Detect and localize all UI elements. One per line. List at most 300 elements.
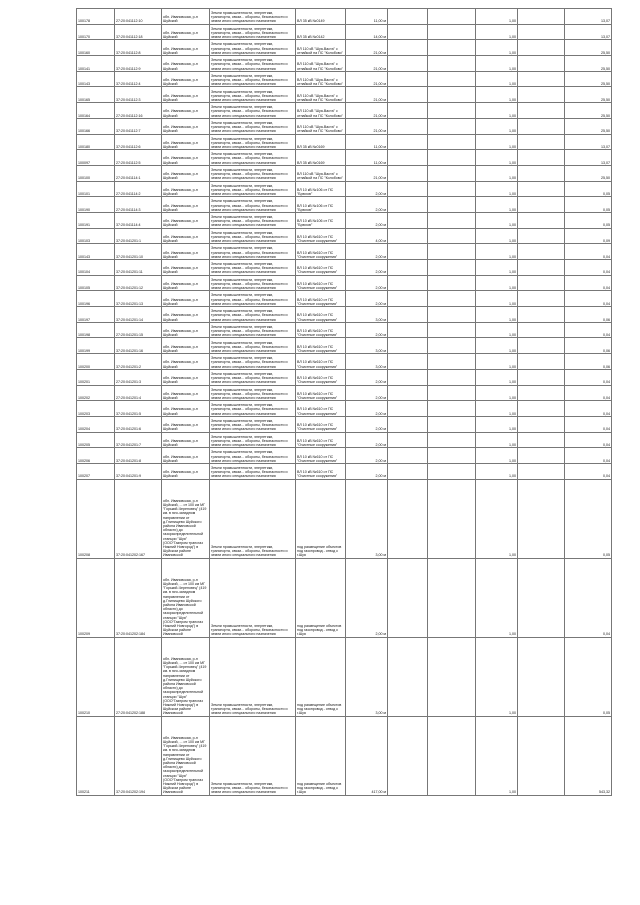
table-row (77, 463, 612, 479)
cadastral-number-cell: 37:20:041201:7 (115, 432, 162, 448)
land-category-cell: Земли промышленности, энергетики, транспорта, связи... обороны, безопасности и земли иного специального назначения (210, 385, 296, 401)
empty-cell (428, 416, 476, 432)
amount-cell: 25,50 (565, 40, 612, 56)
area-cell: 2,00 м (346, 212, 388, 228)
table-row (77, 118, 612, 134)
table-row (77, 275, 612, 291)
empty-cell (428, 369, 476, 385)
amount-cell: 0,09 (565, 228, 612, 244)
land-category-cell: Земли промышленности, энергетики, транспорта, связи... обороны, безопасности и земли иного специального назначения (210, 479, 296, 558)
coefficient-cell: 1,00 (476, 197, 518, 213)
empty-cell (428, 307, 476, 323)
address-cell: обл. Ивановская, р-н Шуйский (162, 103, 210, 119)
empty-cell (518, 150, 565, 166)
permitted-use-cell: ВЛ 110 кВ "Шуя-Васта" с отпайкой на ПС "Колобово" (296, 87, 346, 103)
permitted-use-cell: ВЛ 10 кВ №106 от ПС "Брюхов" (296, 197, 346, 213)
row-id-cell: 100198 (77, 322, 115, 338)
table-row (77, 637, 612, 716)
permitted-use-cell: под размещение объектов под газопровод - отвод к г.Шуя (296, 558, 346, 637)
coefficient-cell: 1,00 (476, 24, 518, 40)
cadastral-number-cell: 37:20:041112:3 (115, 87, 162, 103)
land-category-cell: Земли промышленности, энергетики, транспорта, связи... обороны, безопасности и земли иного специального назначения (210, 322, 296, 338)
area-cell: 2,00 м (346, 448, 388, 464)
cadastral-number-cell: 27:20:041201:15 (115, 322, 162, 338)
land-category-cell: Земли промышленности, энергетики, транспорта, связи... обороны, безопасности и земли иного специального назначения (210, 56, 296, 72)
empty-cell (518, 118, 565, 134)
land-category-cell: Земли промышленности, энергетики, транспорта, связи... обороны, безопасности и земли иного специального назначения (210, 150, 296, 166)
empty-cell (428, 87, 476, 103)
row-id-cell: 100206 (77, 448, 115, 464)
coefficient-cell: 1,00 (476, 369, 518, 385)
cadastral-number-cell: 27:20:041114:3 (115, 197, 162, 213)
empty-cell (388, 134, 428, 150)
land-category-cell: Земли промышленности, энергетики, транспорта, связи... обороны, безопасности и земли иного специального назначения (210, 165, 296, 181)
empty-cell (518, 463, 565, 479)
table-row (77, 369, 612, 385)
empty-cell (428, 40, 476, 56)
coefficient-cell: 1,00 (476, 56, 518, 72)
empty-cell (388, 87, 428, 103)
coefficient-cell: 1,00 (476, 244, 518, 260)
amount-cell: 0,05 (565, 479, 612, 558)
empty-cell (518, 385, 565, 401)
address-cell: обл. Ивановская, р-н Шуйский (162, 228, 210, 244)
row-id-cell: 100191 (77, 212, 115, 228)
row-id-cell: 100205 (77, 432, 115, 448)
address-cell: обл. Ивановская, р-н Шуйский (162, 40, 210, 56)
coefficient-cell: 1,00 (476, 9, 518, 25)
amount-cell: 0,06 (565, 307, 612, 323)
address-cell: обл. Ивановская, р-н Шуйский (162, 150, 210, 166)
empty-cell (388, 103, 428, 119)
empty-cell (428, 181, 476, 197)
area-cell: 21,00 м (346, 40, 388, 56)
cadastral-number-cell: 27:20:041201:3 (115, 369, 162, 385)
coefficient-cell: 1,00 (476, 87, 518, 103)
empty-cell (428, 637, 476, 716)
area-cell: 2,00 м (346, 558, 388, 637)
empty-cell (518, 401, 565, 417)
permitted-use-cell: ВЛ 110 кВ "Шуя-Васта" с отпайкой на ПС "Колобово" (296, 165, 346, 181)
coefficient-cell: 1,00 (476, 212, 518, 228)
cadastral-number-cell: 27:20:041112:16 (115, 103, 162, 119)
area-cell: 2,00 м (346, 463, 388, 479)
address-cell: обл. Ивановская, р-н Шуйский (162, 385, 210, 401)
row-id-cell: 100211 (77, 716, 115, 795)
coefficient-cell: 1,00 (476, 71, 518, 87)
empty-cell (388, 291, 428, 307)
amount-cell: 0,05 (565, 212, 612, 228)
amount-cell: 0,04 (565, 416, 612, 432)
table-row (77, 9, 612, 25)
land-category-cell: Земли промышленности, энергетики, транспорта, связи... обороны, безопасности и земли иного специального назначения (210, 197, 296, 213)
coefficient-cell: 1,00 (476, 354, 518, 370)
table-row (77, 212, 612, 228)
empty-cell (518, 24, 565, 40)
land-category-cell: Земли промышленности, энергетики, транспорта, связи... обороны, безопасности и земли иного специального назначения (210, 9, 296, 25)
empty-cell (388, 118, 428, 134)
land-category-cell: Земли промышленности, энергетики, транспорта, связи... обороны, безопасности и земли иного специального назначения (210, 432, 296, 448)
coefficient-cell: 1,00 (476, 181, 518, 197)
empty-cell (388, 479, 428, 558)
amount-cell: 0,04 (565, 448, 612, 464)
amount-cell: 543,32 (565, 716, 612, 795)
table-row (77, 165, 612, 181)
permitted-use-cell: под размещение объектов под газопровод - отвод к г.Шуя (296, 716, 346, 795)
amount-cell: 13,07 (565, 9, 612, 25)
empty-cell (518, 56, 565, 72)
address-cell: обл. Ивановская, р-н Шуйский (162, 212, 210, 228)
area-cell: 3,00 м (346, 307, 388, 323)
address-cell: обл. Ивановская, р-н Шуйский (162, 118, 210, 134)
row-id-cell: 100207 (77, 463, 115, 479)
table-row (77, 291, 612, 307)
empty-cell (518, 71, 565, 87)
area-cell: 21,00 м (346, 118, 388, 134)
amount-cell: 0,04 (565, 291, 612, 307)
address-cell: обл. Ивановская, р-н Шуйский (162, 275, 210, 291)
coefficient-cell: 1,00 (476, 385, 518, 401)
table-row (77, 56, 612, 72)
cadastral-number-cell: 37:20:041201:5 (115, 401, 162, 417)
coefficient-cell: 1,00 (476, 558, 518, 637)
area-cell: 2,00 м (346, 181, 388, 197)
empty-cell (428, 71, 476, 87)
address-cell: обл. Ивановская, р-н Шуйский (162, 244, 210, 260)
permitted-use-cell: ВЛ 10 кВ №610 от ПС "Очистные сооружения" (296, 369, 346, 385)
empty-cell (518, 416, 565, 432)
empty-cell (428, 463, 476, 479)
permitted-use-cell: под размещение объектов под газопровод - отвод к г.Шуя (296, 637, 346, 716)
row-id-cell: 100178 (77, 9, 115, 25)
table-row (77, 40, 612, 56)
coefficient-cell: 1,00 (476, 338, 518, 354)
coefficient-cell: 1,00 (476, 716, 518, 795)
empty-cell (518, 87, 565, 103)
empty-cell (388, 448, 428, 464)
empty-cell (518, 307, 565, 323)
empty-cell (428, 385, 476, 401)
empty-cell (428, 24, 476, 40)
empty-cell (428, 244, 476, 260)
amount-cell: 13,07 (565, 150, 612, 166)
row-id-cell: 100190 (77, 197, 115, 213)
land-category-cell: Земли промышленности, энергетики, транспорта, связи... обороны, безопасности и земли иного специального назначения (210, 87, 296, 103)
row-id-cell: 100208 (77, 479, 115, 558)
empty-cell (518, 275, 565, 291)
coefficient-cell: 1,00 (476, 165, 518, 181)
land-category-cell: Земли промышленности, энергетики, транспорта, связи... обороны, безопасности и земли иного специального назначения (210, 463, 296, 479)
address-cell: обл. Ивановская, р-н Шуйский, ... от 100 км МГ "Горький-Череповец" (419 км. в юго-западном направлении от д.Глинищево Шуйского района Ивановской области) до газораспределительной станции "Шуя" (ООО"Газпром трансгаз Нижний Новгород") в Шуйском районе Ивановской (162, 479, 210, 558)
empty-cell (428, 228, 476, 244)
amount-cell: 0,05 (565, 197, 612, 213)
row-id-cell: 100143 (77, 244, 115, 260)
permitted-use-cell: ВЛ 10 кВ №610 от ПС "Очистные сооружения" (296, 338, 346, 354)
cadastral-number-cell: 37:20:041201:6 (115, 416, 162, 432)
permitted-use-cell: ВЛ 35 кВ №0149 (296, 9, 346, 25)
row-id-cell: 100200 (77, 354, 115, 370)
address-cell: обл. Ивановская, р-н Шуйский (162, 291, 210, 307)
coefficient-cell: 1,00 (476, 479, 518, 558)
amount-cell: 0,04 (565, 244, 612, 260)
empty-cell (388, 244, 428, 260)
empty-cell (388, 24, 428, 40)
table-body (77, 9, 612, 796)
empty-cell (428, 558, 476, 637)
row-id-cell: 100160 (77, 40, 115, 56)
address-cell: обл. Ивановская, р-н Шуйский, ... от 100 км МГ "Горький-Череповец" (419 км. в юго-западном направлении от д.Глинищево Шуйского района Ивановской области) до газораспределительной станции "Шуя" (ООО"Газпром трансгаз Нижний Новгород") в Шуйском районе Ивановской (162, 558, 210, 637)
address-cell: обл. Ивановская, р-н Шуйский (162, 401, 210, 417)
area-cell: 2,00 м (346, 275, 388, 291)
land-category-cell: Земли промышленности, энергетики, транспорта, связи... обороны, безопасности и земли иного специального назначения (210, 24, 296, 40)
empty-cell (388, 150, 428, 166)
table-row (77, 479, 612, 558)
cadastral-number-cell: 27:20:041112:5 (115, 150, 162, 166)
row-id-cell: 100104 (77, 260, 115, 276)
empty-cell (518, 260, 565, 276)
cadastral-number-cell: 37:20:041201:1 (115, 228, 162, 244)
empty-cell (388, 9, 428, 25)
empty-cell (518, 197, 565, 213)
land-category-cell: Земли промышленности, энергетики, транспорта, связи... обороны, безопасности и земли иного специального назначения (210, 244, 296, 260)
area-cell: 2,00 м (346, 197, 388, 213)
address-cell: обл. Ивановская, р-н Шуйский (162, 307, 210, 323)
empty-cell (428, 716, 476, 795)
amount-cell: 25,50 (565, 56, 612, 72)
amount-cell: 0,06 (565, 354, 612, 370)
empty-cell (428, 165, 476, 181)
empty-cell (518, 338, 565, 354)
area-cell: 11,00 м (346, 9, 388, 25)
land-category-cell: Земли промышленности, энергетики, транспорта, связи... обороны, безопасности и земли иного специального назначения (210, 181, 296, 197)
empty-cell (518, 134, 565, 150)
area-cell: 2,00 м (346, 244, 388, 260)
permitted-use-cell: ВЛ 110 кВ "Шуя-Васта" с отпайкой на ПС "Колобово" (296, 103, 346, 119)
table-row (77, 260, 612, 276)
empty-cell (518, 9, 565, 25)
cadastral-number-cell: 37:20:041112:6 (115, 134, 162, 150)
address-cell: обл. Ивановская, р-н Шуйский, ... от 100 км МГ "Горький-Череповец" (419 км. в юго-западном направлении от д.Глинищево Шуйского района Ивановской области) до газораспределительной станции "Шуя" (ООО"Газпром трансгаз Нижний Новгород") в Шуйском районе Ивановской (162, 637, 210, 716)
land-category-cell: Земли промышленности, энергетики, транспорта, связи... обороны, безопасности и земли иного специального назначения (210, 103, 296, 119)
table-row (77, 385, 612, 401)
land-category-cell: Земли промышленности, энергетики, транспорта, связи... обороны, безопасности и земли иного специального назначения (210, 118, 296, 134)
area-cell: 21,00 м (346, 56, 388, 72)
empty-cell (518, 448, 565, 464)
permitted-use-cell: ВЛ 10 кВ №610 от ПС "Очистные сооружения" (296, 448, 346, 464)
coefficient-cell: 1,00 (476, 448, 518, 464)
address-cell: обл. Ивановская, р-н Шуйский, ... от 100 км МГ "Горький-Череповец" (419 км. в юго-западном направлении от д.Глинищево Шуйского района Ивановской области) до газораспределительной станции "Шуя" (ООО"Газпром трансгаз Нижний Новгород") в Шуйском районе Ивановской (162, 716, 210, 795)
row-id-cell: 100201 (77, 369, 115, 385)
amount-cell: 13,07 (565, 134, 612, 150)
table-row (77, 24, 612, 40)
address-cell: обл. Ивановская, р-н Шуйский (162, 338, 210, 354)
empty-cell (428, 56, 476, 72)
empty-cell (388, 260, 428, 276)
permitted-use-cell: ВЛ 10 кВ №610 от ПС "Очистные сооружения" (296, 228, 346, 244)
empty-cell (428, 150, 476, 166)
row-id-cell: 100204 (77, 416, 115, 432)
area-cell: 3,00 м (346, 338, 388, 354)
amount-cell: 0,05 (565, 637, 612, 716)
empty-cell (518, 212, 565, 228)
permitted-use-cell: ВЛ 110 кВ "Шуя-Васта" с отпайкой на ПС "Колобово" (296, 71, 346, 87)
area-cell: 11,00 м (346, 134, 388, 150)
cadastral-number-cell: 37:20:041201:16 (115, 338, 162, 354)
permitted-use-cell: ВЛ 110 кВ "Шуя-Васта" с отпайкой на ПС "Колобово" (296, 56, 346, 72)
row-id-cell: 100097 (77, 150, 115, 166)
address-cell: обл. Ивановская, р-н Шуйский (162, 197, 210, 213)
cadastral-number-cell: 27:20:041114:2 (115, 181, 162, 197)
empty-cell (518, 291, 565, 307)
row-id-cell: 100143 (77, 71, 115, 87)
amount-cell: 25,50 (565, 118, 612, 134)
empty-cell (428, 275, 476, 291)
empty-cell (428, 401, 476, 417)
amount-cell: 25,50 (565, 103, 612, 119)
empty-cell (388, 275, 428, 291)
cadastral-number-cell: 27:20:041114:1 (115, 165, 162, 181)
table-row (77, 134, 612, 150)
permitted-use-cell: ВЛ 10 кВ №610 от ПС "Очистные сооружения" (296, 463, 346, 479)
coefficient-cell: 1,00 (476, 134, 518, 150)
cadastral-number-cell: 37:20:041201:10 (115, 244, 162, 260)
permitted-use-cell: ВЛ 10 кВ №610 от ПС "Очистные сооружения" (296, 275, 346, 291)
table-row (77, 197, 612, 213)
land-category-cell: Земли промышленности, энергетики, транспорта, связи... обороны, безопасности и земли иного специального назначения (210, 212, 296, 228)
empty-cell (428, 322, 476, 338)
empty-cell (388, 322, 428, 338)
cadastral-number-cell: 37:20:041201:12 (115, 275, 162, 291)
land-category-cell: Земли промышленности, энергетики, транспорта, связи... обороны, безопасности и земли иного специального назначения (210, 275, 296, 291)
amount-cell: 0,04 (565, 463, 612, 479)
coefficient-cell: 1,00 (476, 103, 518, 119)
land-category-cell: Земли промышленности, энергетики, транспорта, связи... обороны, безопасности и земли иного специального назначения (210, 354, 296, 370)
area-cell: 3,00 м (346, 354, 388, 370)
table-row (77, 307, 612, 323)
area-cell: 2,00 м (346, 401, 388, 417)
land-category-cell: Земли промышленности, энергетики, транспорта, связи... обороны, безопасности и земли иного специального назначения (210, 291, 296, 307)
address-cell: обл. Ивановская, р-н Шуйский (162, 71, 210, 87)
empty-cell (428, 338, 476, 354)
land-category-cell: Земли промышленности, энергетики, транспорта, связи... обороны, безопасности и земли иного специального назначения (210, 307, 296, 323)
table-row (77, 87, 612, 103)
land-category-cell: Земли промышленности, энергетики, транспорта, связи... обороны, безопасности и земли иного специального назначения (210, 448, 296, 464)
empty-cell (518, 103, 565, 119)
empty-cell (388, 307, 428, 323)
area-cell: 21,00 м (346, 103, 388, 119)
empty-cell (388, 354, 428, 370)
cadastral-number-cell: 37:20:041202:184 (115, 558, 162, 637)
address-cell: обл. Ивановская, р-н Шуйский (162, 87, 210, 103)
cadastral-number-cell: 27:20:041202:188 (115, 637, 162, 716)
cadastral-number-cell: 37:20:041112:4 (115, 71, 162, 87)
empty-cell (428, 448, 476, 464)
empty-cell (388, 558, 428, 637)
permitted-use-cell: ВЛ 10 кВ №610 от ПС "Очистные сооружения" (296, 354, 346, 370)
amount-cell: 0,04 (565, 260, 612, 276)
table-row (77, 354, 612, 370)
cadastral-number-cell: 27:20:041112:10 (115, 9, 162, 25)
address-cell: обл. Ивановская, р-н Шуйский (162, 463, 210, 479)
table-row (77, 338, 612, 354)
row-id-cell: 100105 (77, 275, 115, 291)
row-id-cell: 100103 (77, 228, 115, 244)
row-id-cell: 100209 (77, 558, 115, 637)
table-row (77, 228, 612, 244)
cadastral-number-cell: 37:20:041201:8 (115, 448, 162, 464)
permitted-use-cell: ВЛ 10 кВ №610 от ПС "Очистные сооружения" (296, 322, 346, 338)
land-category-cell: Земли промышленности, энергетики, транспорта, связи... обороны, безопасности и земли иного специального назначения (210, 228, 296, 244)
amount-cell: 0,04 (565, 275, 612, 291)
area-cell: 2,00 м (346, 416, 388, 432)
empty-cell (518, 558, 565, 637)
area-cell: 4,00 м (346, 228, 388, 244)
coefficient-cell: 1,00 (476, 228, 518, 244)
cadastral-number-cell: 37:20:041201:14 (115, 307, 162, 323)
permitted-use-cell: ВЛ 35 кВ №0169 (296, 150, 346, 166)
row-id-cell: 100197 (77, 307, 115, 323)
permitted-use-cell: ВЛ 10 кВ №610 от ПС "Очистные сооружения" (296, 432, 346, 448)
empty-cell (388, 637, 428, 716)
coefficient-cell: 1,00 (476, 432, 518, 448)
area-cell: 417,00 м (346, 716, 388, 795)
area-cell: 14,00 м (346, 24, 388, 40)
permitted-use-cell: ВЛ 10 кВ №106 от ПС "Брюхов" (296, 212, 346, 228)
coefficient-cell: 1,00 (476, 307, 518, 323)
area-cell: 11,00 м (346, 150, 388, 166)
empty-cell (518, 637, 565, 716)
coefficient-cell: 1,00 (476, 118, 518, 134)
row-id-cell: 100170 (77, 24, 115, 40)
empty-cell (428, 212, 476, 228)
area-cell: 3,00 м (346, 637, 388, 716)
cadastral-number-cell: 37:20:041202:194 (115, 716, 162, 795)
empty-cell (428, 134, 476, 150)
coefficient-cell: 1,00 (476, 260, 518, 276)
address-cell: обл. Ивановская, р-н Шуйский (162, 432, 210, 448)
land-category-cell: Земли промышленности, энергетики, транспорта, связи... обороны, безопасности и земли иного специального назначения (210, 637, 296, 716)
row-id-cell: 100164 (77, 103, 115, 119)
row-id-cell: 100165 (77, 87, 115, 103)
row-id-cell: 100166 (77, 118, 115, 134)
address-cell: обл. Ивановская, р-н Шуйский (162, 354, 210, 370)
empty-cell (428, 479, 476, 558)
coefficient-cell: 1,00 (476, 637, 518, 716)
area-cell: 2,00 м (346, 322, 388, 338)
land-category-cell: Земли промышленности, энергетики, транспорта, связи... обороны, безопасности и земли иного специального назначения (210, 401, 296, 417)
cadastral-number-cell: 37:20:041202:167 (115, 479, 162, 558)
amount-cell: 25,50 (565, 71, 612, 87)
permitted-use-cell: ВЛ 10 кВ №610 от ПС "Очистные сооружения" (296, 244, 346, 260)
permitted-use-cell: ВЛ 10 кВ №610 от ПС "Очистные сооружения" (296, 385, 346, 401)
address-cell: обл. Ивановская, р-н Шуйский (162, 369, 210, 385)
amount-cell: 13,07 (565, 24, 612, 40)
permitted-use-cell: ВЛ 10 кВ №610 от ПС "Очистные сооружения" (296, 401, 346, 417)
empty-cell (388, 369, 428, 385)
row-id-cell: 100202 (77, 385, 115, 401)
empty-cell (518, 322, 565, 338)
cadastral-number-cell: 37:20:041201:9 (115, 463, 162, 479)
empty-cell (518, 432, 565, 448)
address-cell: обл. Ивановская, р-н Шуйский (162, 260, 210, 276)
address-cell: обл. Ивановская, р-н Шуйский (162, 448, 210, 464)
empty-cell (388, 40, 428, 56)
area-cell: 2,00 м (346, 432, 388, 448)
empty-cell (388, 165, 428, 181)
area-cell: 2,00 м (346, 260, 388, 276)
empty-cell (388, 197, 428, 213)
table-row (77, 71, 612, 87)
